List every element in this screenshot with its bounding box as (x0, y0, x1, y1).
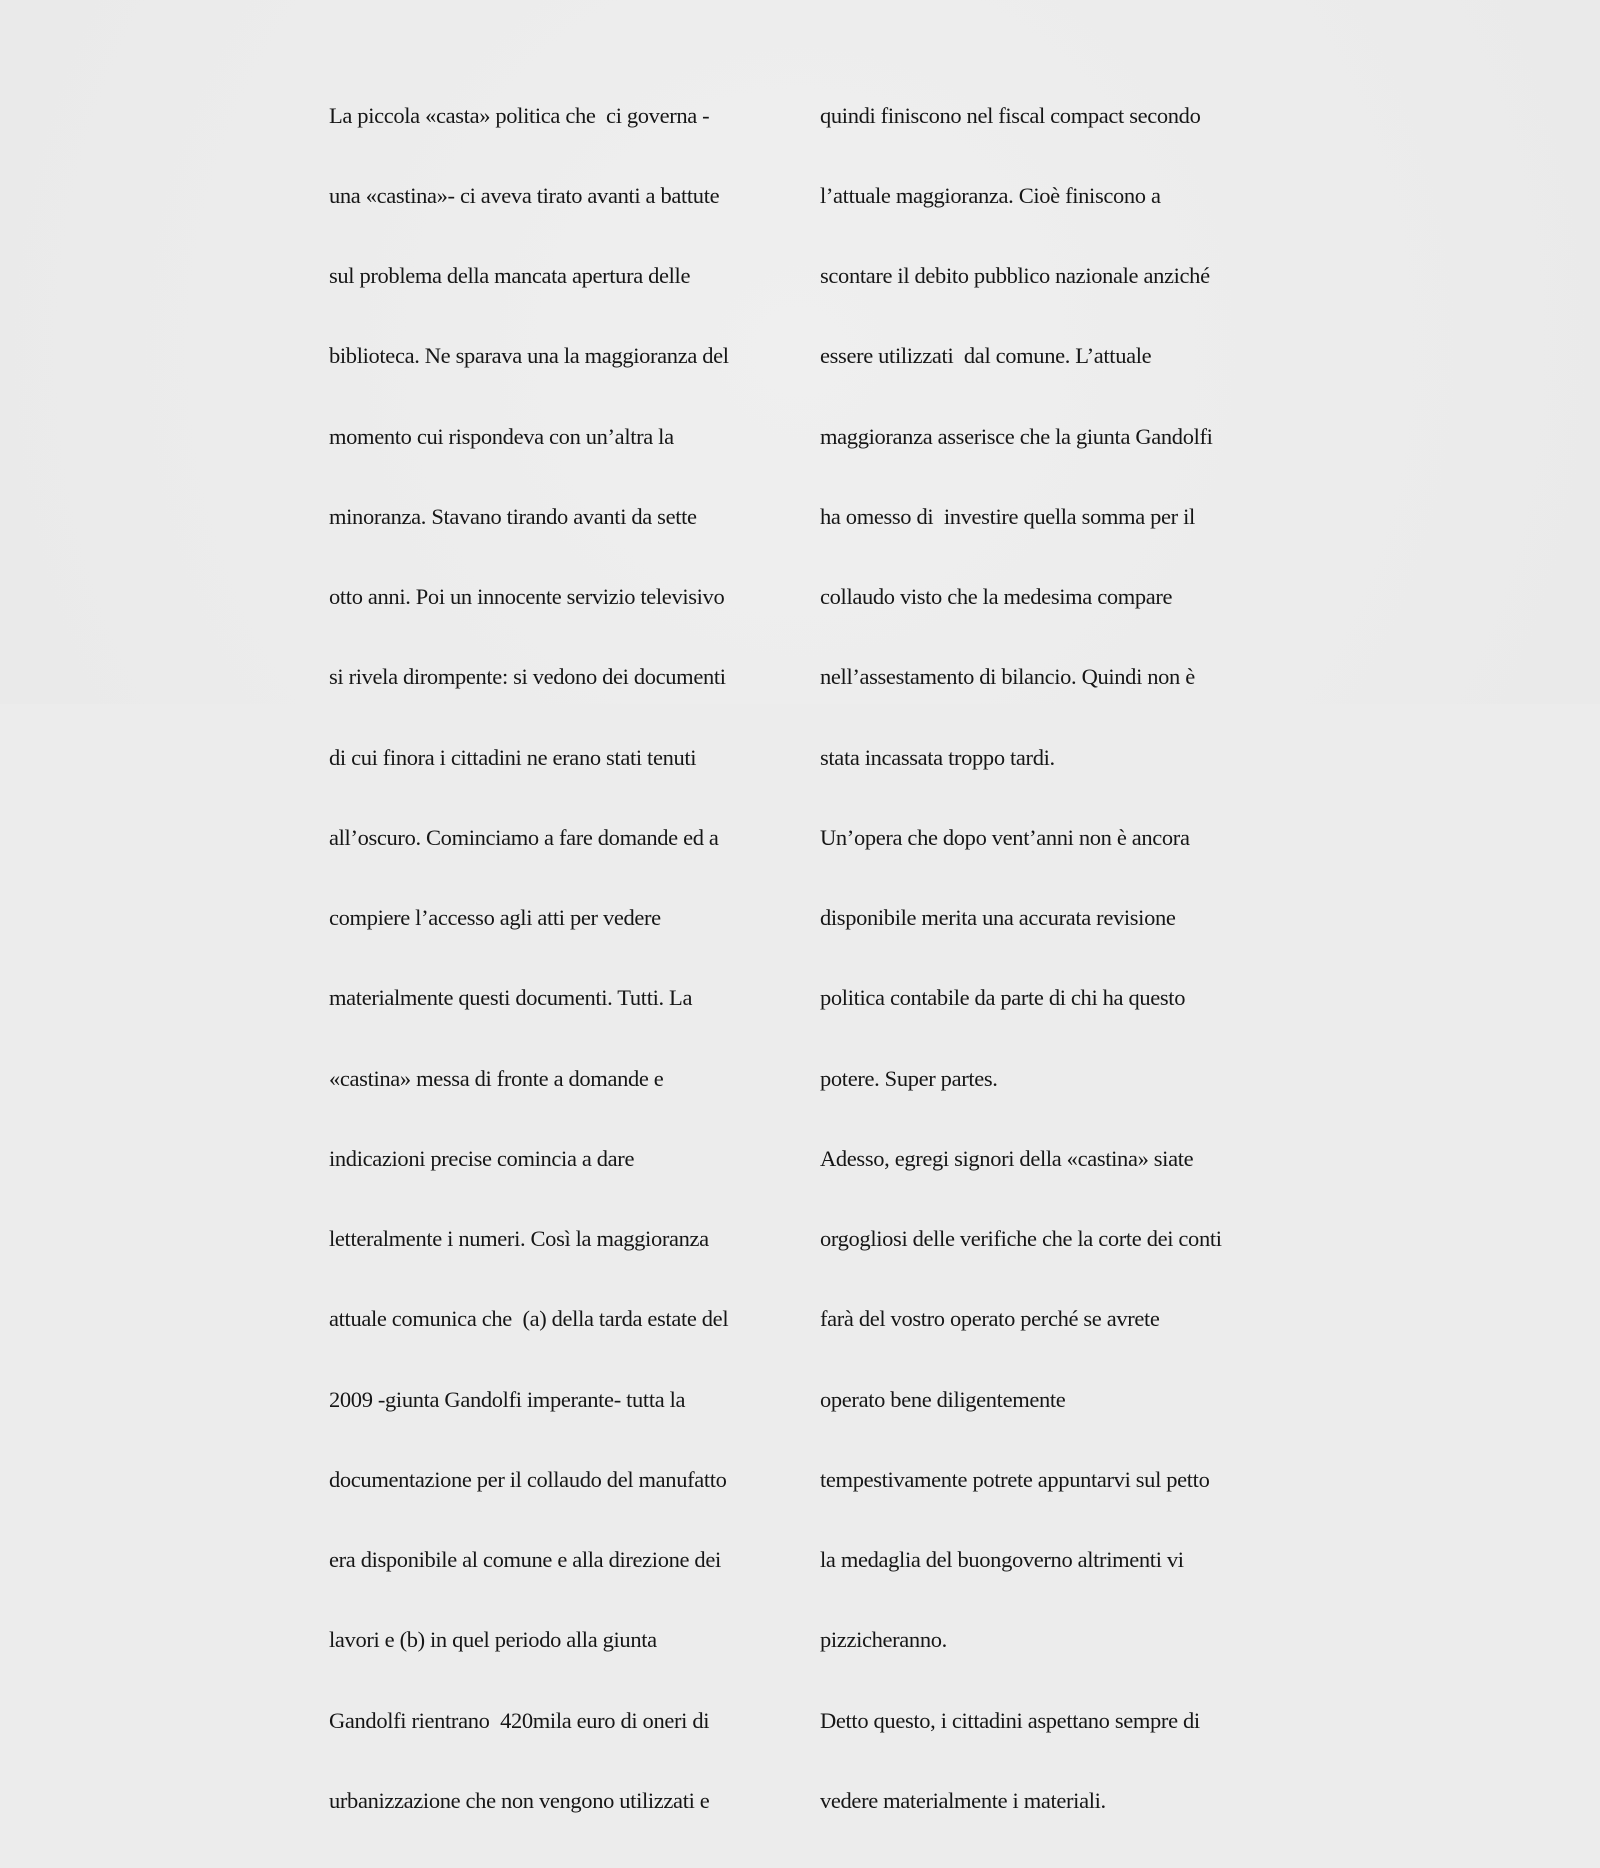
text-line: era disponibile al comune e alla direzione dei (329, 1547, 721, 1572)
text-line: all’oscuro. Cominciamo a fare domande ed a (329, 824, 719, 850)
text-line: di cui finora i cittadini ne erano stati tenuti (329, 744, 697, 770)
left-text-column (329, 49, 729, 1868)
text-line: disponibile merita una accurata revisione (820, 905, 1176, 930)
text-line: stata incassata troppo tardi. (820, 744, 1055, 770)
text-line: momento cui rispondeva con un’altra la (329, 423, 674, 449)
text-line: ha omesso di investire quella somma per il (820, 503, 1195, 529)
right-text-column (820, 49, 1222, 1868)
text-line: tempestivamente potrete appuntarvi sul petto (820, 1466, 1210, 1492)
text-line: materialmente questi documenti. Tutti. La (329, 985, 693, 1011)
text-line: urbanizzazione che non vengono utilizzati e (329, 1787, 710, 1813)
text-line: «castina» messa di fronte a domande e (329, 1065, 664, 1091)
text-line: indicazioni precise comincia a dare (329, 1145, 635, 1171)
text-line: vedere materialmente i materiali. (820, 1787, 1106, 1813)
text-line: compiere l’accesso agli atti per vedere (329, 905, 661, 930)
text-line: maggioranza asserisce che la giunta Gandolfi (820, 423, 1213, 449)
text-line: potere. Super partes. (820, 1065, 998, 1091)
text-line: Gandolfi rientrano 420mila euro di oneri di (329, 1707, 710, 1733)
text-line: l’attuale maggioranza. Cioè finiscono a (820, 182, 1161, 208)
text-line: orgogliosi delle verifiche che la corte dei conti (820, 1226, 1222, 1251)
text-line: una «castina»- ci aveva tirato avanti a battute (329, 182, 720, 208)
text-line: farà del vostro operato perché se avrete (820, 1306, 1160, 1332)
text-line: Un’opera che dopo vent’anni non è ancora (820, 824, 1190, 850)
text-line: Adesso, egregi signori della «castina» siate (820, 1145, 1194, 1171)
text-line: essere utilizzati dal comune. L’attuale (820, 343, 1152, 369)
text-line: lavori e (b) in quel periodo alla giunta (329, 1627, 657, 1653)
text-line: sul problema della mancata apertura delle (329, 263, 691, 288)
text-line: pizzicheranno. (820, 1627, 947, 1653)
text-line: scontare il debito pubblico nazionale anziché (820, 263, 1210, 288)
text-line: attuale comunica che (a) della tarda estate del (329, 1306, 729, 1332)
text-line: biblioteca. Ne sparava una la maggioranza del (329, 343, 729, 369)
text-line: politica contabile da parte di chi ha questo (820, 985, 1186, 1011)
text-line: collaudo visto che la medesima compare (820, 584, 1173, 609)
text-line: 2009 -giunta Gandolfi imperante- tutta la (329, 1386, 686, 1412)
text-line: La piccola «casta» politica che ci governa - (329, 102, 710, 128)
text-line: letteralmente i numeri. Così la maggioranza (329, 1226, 709, 1251)
text-line: Detto questo, i cittadini aspettano sempre di (820, 1707, 1200, 1733)
text-line: operato bene diligentemente (820, 1386, 1066, 1412)
text-line: si rivela dirompente: si vedono dei documenti (329, 664, 726, 690)
text-line: quindi finiscono nel fiscal compact secondo (820, 102, 1201, 128)
text-line: documentazione per il collaudo del manufatto (329, 1466, 727, 1492)
text-line: otto anni. Poi un innocente servizio televisivo (329, 584, 725, 609)
text-line: minoranza. Stavano tirando avanti da sette (329, 503, 697, 529)
text-line: nell’assestamento di bilancio. Quindi non è (820, 664, 1195, 690)
text-line: la medaglia del buongoverno altrimenti vi (820, 1547, 1184, 1572)
